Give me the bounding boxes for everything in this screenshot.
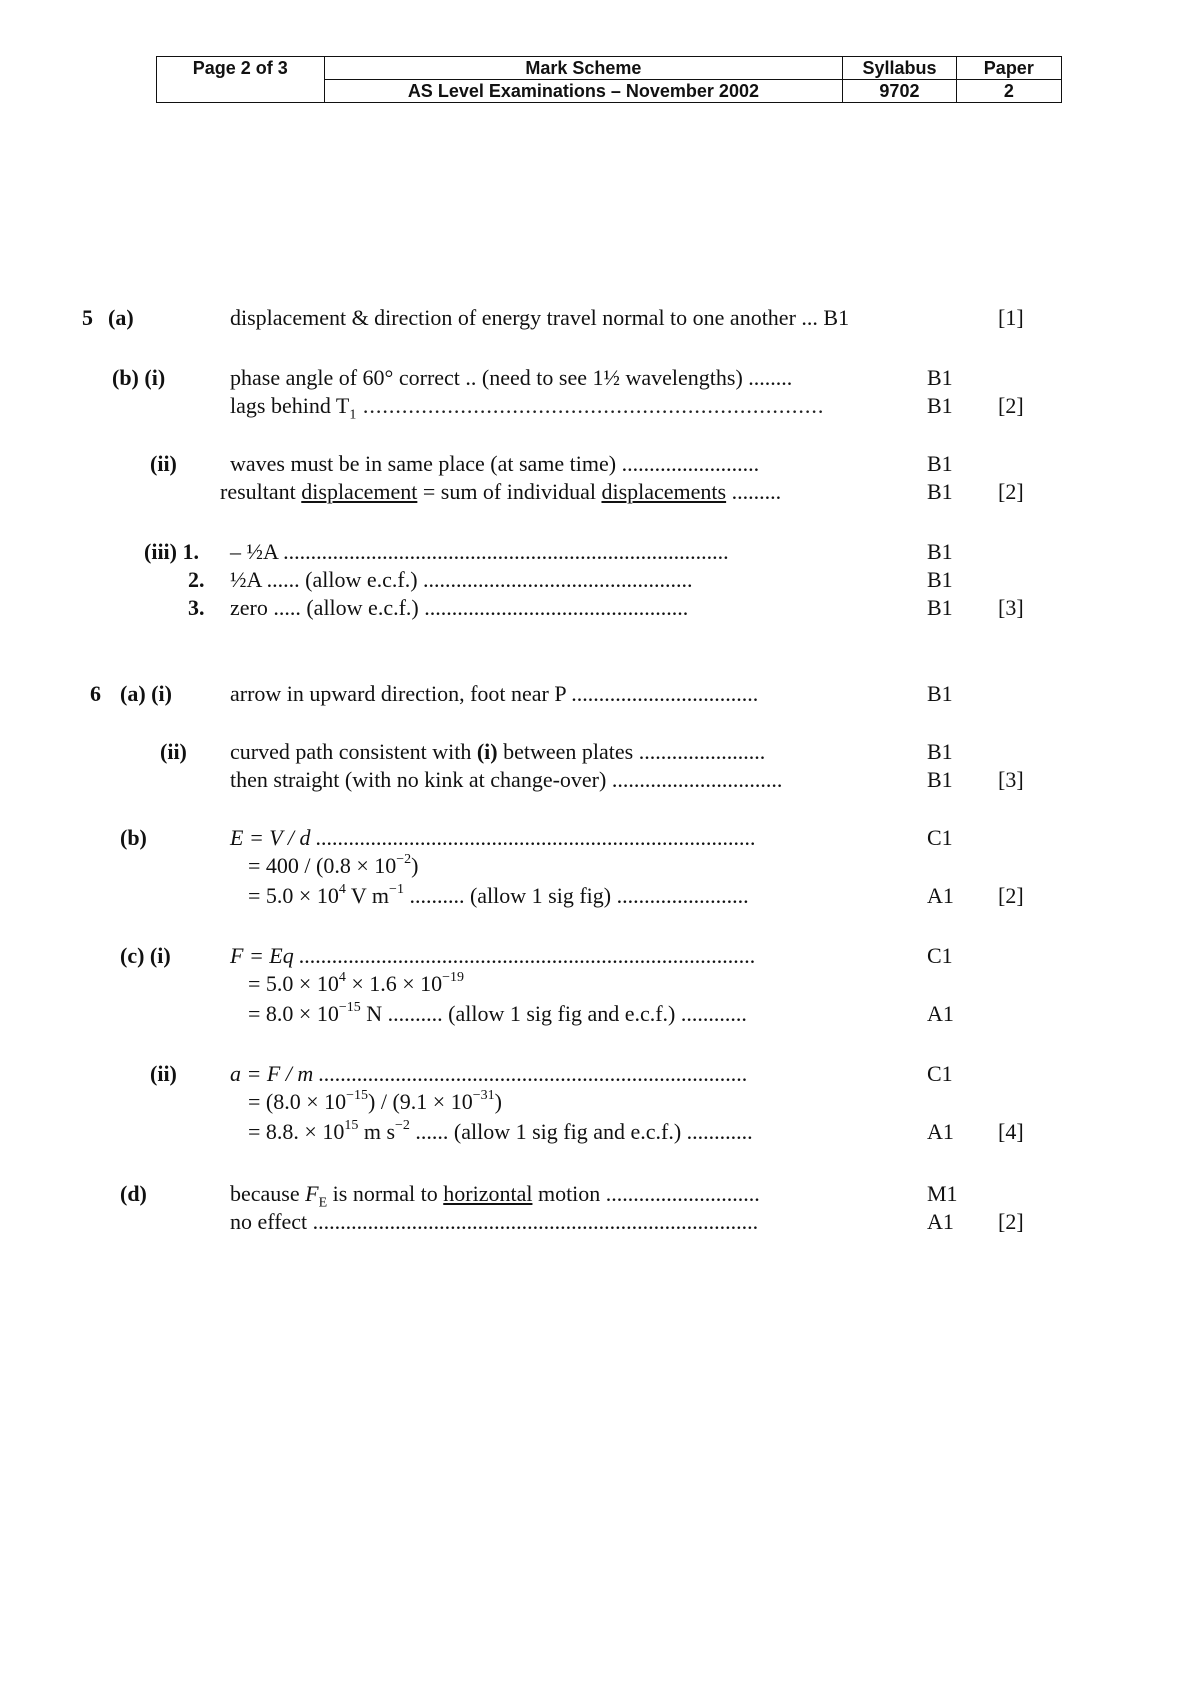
q5-b-iii-row-2 <box>0 566 1190 594</box>
mark-code: C1 <box>927 1061 953 1086</box>
mark-code: B1 <box>927 767 953 792</box>
question-number: 5 <box>82 305 93 330</box>
q6-c-i-row-1 <box>0 942 1190 970</box>
answer-text: phase angle of 60° correct .. (need to see 1½ wavelengths) ........ <box>230 365 793 390</box>
q6-a-i-row <box>0 680 1190 708</box>
q6-c-ii-row-2 <box>0 1088 1190 1116</box>
q5-b-iii-row-1 <box>0 538 1190 566</box>
part-label: (a) (i) <box>120 681 172 706</box>
answer-text: ½A ...... (allow e.c.f.) ................................................. <box>230 567 693 592</box>
marks-total: [2] <box>998 479 1024 504</box>
part-label: 2. <box>188 567 205 592</box>
part-label: (d) <box>120 1181 147 1206</box>
part-label: (b) (i) <box>112 365 166 390</box>
mark-code: C1 <box>927 825 953 850</box>
q6-c-i-row-2 <box>0 970 1190 998</box>
page-number: Page 2 of 3 <box>157 57 325 103</box>
q5-b-i-row-2 <box>0 392 1190 423</box>
paper-label: Paper <box>956 57 1061 80</box>
answer-text: waves must be in same place (at same time) ......................... <box>230 451 760 476</box>
q6-b-row-3 <box>0 882 1190 910</box>
mark-code: B1 <box>927 567 953 592</box>
mark-code: B1 <box>927 739 953 764</box>
answer-text: = $5.0 \times 10^4$ V $m^{-1}$ .......... (allow 1 sig fig) ........................ <box>248 881 749 908</box>
answer-text: = $400 / (0.8 \times 10^{-2})$ <box>248 851 419 878</box>
part-label: 3. <box>188 595 205 620</box>
answer-text: curved path consistent with (i) between plates ....................... <box>230 739 766 764</box>
q5-b-iii-row-3 <box>0 594 1190 622</box>
part-label: (ii) <box>150 1061 177 1086</box>
marks-total: [2] <box>998 1209 1024 1234</box>
q5-b-ii-row-2 <box>0 478 1190 506</box>
mark-code: A1 <box>927 883 954 908</box>
mark-code: B1 <box>927 479 953 504</box>
mark-code: B1 <box>927 393 953 418</box>
q6-c-ii-row-3 <box>0 1118 1190 1146</box>
answer-text: arrow in upward direction, foot near P .................................. <box>230 681 759 706</box>
mark-code: M1 <box>927 1181 958 1206</box>
answer-text: F = Eq ................................................................................... <box>230 943 756 968</box>
answer-text: a = F / m .............................................................................. <box>230 1061 748 1086</box>
marks-total: [3] <box>998 767 1024 792</box>
mark-code: C1 <box>927 943 953 968</box>
answer-text: resultant displacement = sum of individual displacements ......... <box>220 479 782 504</box>
answer-text: = $(8.0 \times 10^{-15}) / (9.1 \times 10^{-31})$ <box>248 1087 502 1114</box>
q5-b-ii-row-1 <box>0 450 1190 478</box>
answer-text: lags behind $T_1$ ....................................................................... <box>230 393 825 423</box>
q6-c-i-row-3 <box>0 1000 1190 1028</box>
mark-code: A1 <box>927 1119 954 1144</box>
q6-d-row-1 <box>0 1180 1190 1211</box>
syllabus-label: Syllabus <box>843 57 956 80</box>
marks-total: [3] <box>998 595 1024 620</box>
paper-value: 2 <box>956 80 1061 103</box>
answer-text: E = V / d ................................................................................ <box>230 825 756 850</box>
part-label: (c) (i) <box>120 943 171 968</box>
mark-code: B1 <box>927 451 953 476</box>
answer-text: zero ..... (allow e.c.f.) ................................................ <box>230 595 689 620</box>
mark-code: B1 <box>927 539 953 564</box>
mark-code: A1 <box>927 1001 954 1026</box>
part-label: (b) <box>120 825 147 850</box>
header-table <box>156 56 1062 103</box>
marks-total: [4] <box>998 1119 1024 1144</box>
answer-text: = $8.0 \times 10^{-15}$ N .......... (allow 1 sig fig and e.c.f.) ............ <box>248 999 747 1026</box>
q6-d-row-2 <box>0 1208 1190 1236</box>
header-exam: AS Level Examinations – November 2002 <box>324 80 843 103</box>
mark-code: B1 <box>927 365 953 390</box>
q5-b-i-row-1 <box>0 364 1190 392</box>
q6-b-row-2 <box>0 852 1190 880</box>
part-label: (a) <box>108 305 134 330</box>
q6-a-ii-row-1 <box>0 738 1190 766</box>
q5-a-row <box>0 304 1190 332</box>
syllabus-value: 9702 <box>843 80 956 103</box>
mark-code: A1 <box>927 1209 954 1234</box>
part-label: (ii) <box>150 451 177 476</box>
header-title: Mark Scheme <box>324 57 843 80</box>
answer-text: – ½A ................................................................................. <box>230 539 729 564</box>
mark-code: B1 <box>927 595 953 620</box>
question-number: 6 <box>90 681 101 706</box>
answer-text: then straight (with no kink at change-over) ............................... <box>230 767 783 792</box>
marks-total: [2] <box>998 393 1024 418</box>
answer-text: = $5.0 \times 10^4 \times 1.6 \times 10^{-19}$ <box>248 969 465 996</box>
answer-text: = 8.8. × $10^{15}$ m $s^{-2}$ ...... (allow 1 sig fig and e.c.f.) ............ <box>248 1117 753 1144</box>
q6-c-ii-row-1 <box>0 1060 1190 1088</box>
part-label: (iii) 1. <box>144 539 199 564</box>
mark-code: B1 <box>927 681 953 706</box>
answer-text: because $F_E$ is normal to horizontal motion ............................ <box>230 1181 760 1211</box>
marks-total: [1] <box>998 305 1024 330</box>
marks-total: [2] <box>998 883 1024 908</box>
answer-text: displacement & direction of energy travel normal to one another ... B1 <box>230 305 850 330</box>
q6-b-row-1 <box>0 824 1190 852</box>
answer-text: no effect ................................................................................. <box>230 1209 759 1234</box>
q6-a-ii-row-2 <box>0 766 1190 794</box>
part-label: (ii) <box>160 739 187 764</box>
